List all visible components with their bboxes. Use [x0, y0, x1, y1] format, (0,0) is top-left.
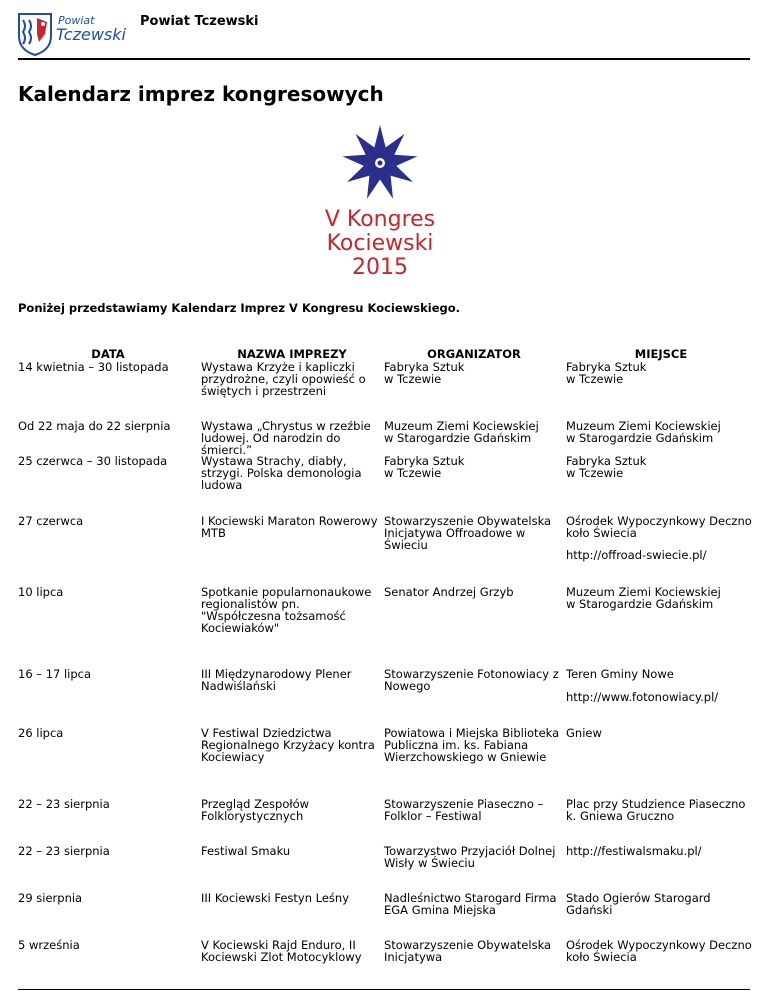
event-name: Wystawa Krzyże i kapliczki przydrożne, czyli opowieść o świętych i przestrzeni — [201, 360, 366, 398]
event-organizer: Stowarzyszenie Obywatelska Inicjatywa — [384, 938, 552, 964]
event-organizer: Powiatowa i Miejska Biblioteka Publiczna im. ks. Fabiana Wierzchowskiego w Gniewie — [384, 726, 560, 764]
event-organizer: Stowarzyszenie Obywatelska Inicjatywa Offroadowe w Świeciu — [384, 514, 552, 552]
event-place: Muzeum Ziemi Kociewskiej w Starogardzie Gdańskim — [566, 585, 721, 611]
event-date: 16 – 17 lipca — [18, 667, 92, 681]
event-place: Ośrodek Wypoczynkowy Deczno koło Świecia — [566, 514, 752, 540]
event-organizer: Senator Andrzej Grzyb — [384, 585, 514, 599]
header-date: DATA — [91, 347, 125, 361]
page-title: Kalendarz imprez kongresowych — [18, 82, 384, 106]
event-place[interactable]: http://festiwalsmaku.pl/ — [566, 844, 702, 858]
event-date: 26 lipca — [18, 726, 64, 740]
event-link[interactable]: http://www.fotonowiacy.pl/ — [566, 690, 719, 704]
event-name: Festiwal Smaku — [201, 844, 291, 858]
kongres-line1: V Kongres — [324, 207, 436, 232]
event-date: 5 września — [18, 938, 80, 952]
event-name: Wystawa „Chrystus w rzeźbie ludowej. Od narodzin do śmierci.” — [201, 419, 371, 457]
event-place: Ośrodek Wypoczynkowy Deczno koło Świecia — [566, 938, 752, 964]
event-place: Plac przy Studzience Piaseczno k. Gniewa Gruczno — [566, 797, 746, 823]
header-divider — [18, 58, 750, 60]
event-organizer: Muzeum Ziemi Kociewskiej w Starogardzie Gdańskim — [384, 419, 539, 445]
footer-divider — [18, 989, 750, 990]
event-organizer: Stowarzyszenie Fotonowiacy z Nowego — [384, 667, 559, 693]
event-organizer: Nadleśnictwo Starogard Firma EGA Gmina Miejska — [384, 891, 557, 917]
event-place: Fabryka Sztuk w Tczewie — [566, 454, 647, 480]
event-organizer: Fabryka Sztuk w Tczewie — [384, 360, 465, 386]
event-name: Przegląd Zespołów Folklorystycznych — [201, 797, 310, 823]
header-organizer: ORGANIZATOR — [427, 347, 521, 361]
event-date: 29 sierpnia — [18, 891, 83, 905]
logo-text-tczewski: Tczewski — [56, 25, 126, 44]
event-name: Spotkanie popularnonaukowe regionalistów pn. "Współczesna tożsamość Kociewiaków" — [201, 585, 372, 635]
event-place: Teren Gminy Nowe — [566, 667, 674, 681]
event-date: 14 kwietnia – 30 listopada — [18, 360, 169, 374]
event-name: V Kociewski Rajd Enduro, II Kociewski Zlot Motocyklowy — [201, 938, 362, 964]
event-date: Od 22 maja do 22 sierpnia — [18, 419, 171, 433]
coat-of-arms-icon — [17, 12, 53, 56]
intro-text: Poniżej przedstawiamy Kalendarz Imprez V Kongresu Kociewskiego. — [18, 301, 461, 315]
event-link[interactable]: http://offroad-swiecie.pl/ — [566, 548, 707, 562]
kongres-line3: 2015 — [352, 255, 408, 280]
event-name: Wystawa Strachy, diabły, strzygi. Polska demonologia ludowa — [201, 454, 362, 492]
event-date: 10 lipca — [18, 585, 64, 599]
kongres-logo — [298, 113, 462, 289]
event-place: Fabryka Sztuk w Tczewie — [566, 360, 647, 386]
event-date: 25 czerwca – 30 listopada — [18, 454, 168, 468]
header — [0, 0, 768, 60]
event-date: 27 czerwca — [18, 514, 84, 528]
event-place: Stado Ogierów Starogard Gdański — [566, 891, 711, 917]
event-date: 22 – 23 sierpnia — [18, 844, 110, 858]
event-organizer: Towarzystwo Przyjaciół Dolnej Wisły w Świeciu — [384, 844, 556, 870]
event-name: I Kociewski Maraton Rowerowy MTB — [201, 514, 378, 540]
event-organizer: Stowarzyszenie Piaseczno – Folklor – Festiwal — [384, 797, 544, 823]
event-name: III Kociewski Festyn Leśny — [201, 891, 350, 905]
logo-text-powiat: Powiat — [58, 14, 95, 27]
kongres-line2: Kociewski — [326, 231, 434, 256]
event-name: V Festiwal Dziedzictwa Regionalnego Krzyżacy kontra Kociewiacy — [201, 726, 375, 764]
event-name: III Międzynarodowy Plener Nadwiślański — [201, 667, 352, 693]
event-date: 22 – 23 sierpnia — [18, 797, 110, 811]
site-title[interactable]: Powiat Tczewski — [140, 14, 259, 29]
event-place: Gniew — [566, 726, 602, 740]
header-place: MIEJSCE — [634, 347, 688, 361]
header-name: NAZWA IMPREZY — [237, 347, 347, 361]
event-place: Muzeum Ziemi Kociewskiej w Starogardzie Gdańskim — [566, 419, 721, 445]
event-organizer: Fabryka Sztuk w Tczewie — [384, 454, 465, 480]
